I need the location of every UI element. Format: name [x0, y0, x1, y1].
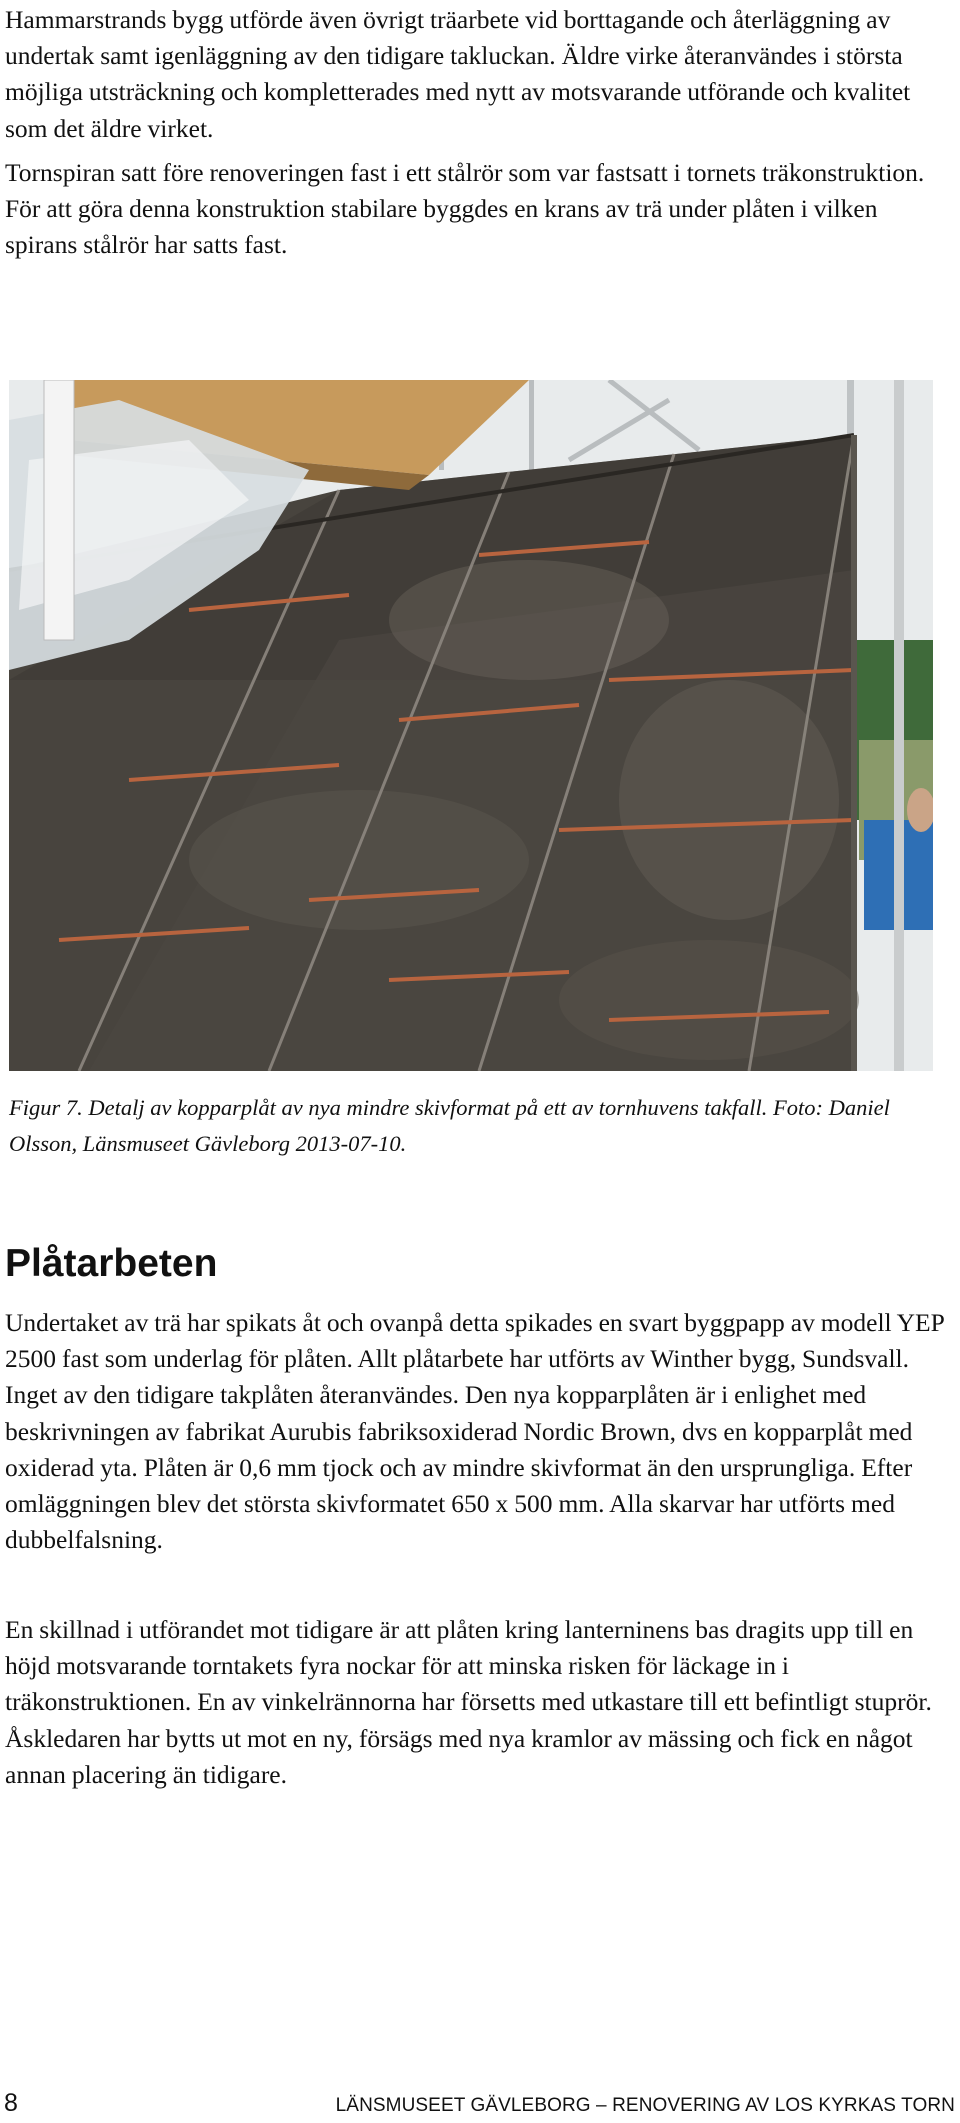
page-number: 8 [4, 2089, 18, 2117]
section-heading: Plåtarbeten [5, 1242, 218, 1285]
figure-photo-copper-roof [9, 380, 933, 1071]
section-paragraph-2: En skillnad i utförandet mot tidigare är att plåten kring lanterninens bas dragits upp till en höjd motsvarande torntakets fyra nockar för att minska risken för läckage in i träkonstruktionen. En av vinkelrännorna har försetts med utkastare till ett befintligt stuprör. Åskledaren har bytts ut mot en ny, försägs med nya kramlor av mässing och fick en något annan placering än tidigare. [5, 1615, 932, 1789]
running-footer-title: LÄNSMUSEET GÄVLEBORG – RENOVERING AV LOS KYRKAS TORN [335, 2095, 955, 2116]
body-paragraph-2: Tornspiran satt före renoveringen fast i ett stålrör som var fastsatt i tornets träkonstruktion. För att göra denna konstruktion stabilare byggdes en krans av trä under plåten i vilken spirans stålrör har satts fast. [5, 158, 925, 260]
body-paragraph-1: Hammarstrands bygg utförde även övrigt träarbete vid borttagande och återläggning av undertak samt igenläggning av den tidigare takluckan. Äldre virke återanvändes i största möjliga utsträckning och kompletterades med nytt av motsvarande utförande och kvalitet som det äldre virket. [5, 5, 911, 143]
figure-caption: Figur 7. Detalj av kopparplåt av nya mindre skivformat på ett av tornhuvens takfall. Foto: Daniel Olsson, Länsmuseet Gävleborg 2013-07-10. [9, 1095, 890, 1156]
section-paragraph-1: Undertaket av trä har spikats åt och ovanpå detta spikades en svart byggpapp av modell YEP 2500 fast som underlag för plåten. Allt plåtarbete har utförts av Winther bygg, Sundsvall. Inget av den tidigare takplåten återanvändes. Den nya kopparplåten är i enlighet med beskrivningen av fabrikat Aurubis fabriksoxiderad Nordic Brown, dvs en kopparplåt med oxiderad yta. Plåten är 0,6 mm tjock och av mindre skivformat än den ursprungliga. Efter omläggningen blev det största skivformatet 650 x 500 mm. Alla skarvar har utförts med dubbelfalsning. [5, 1308, 944, 1555]
